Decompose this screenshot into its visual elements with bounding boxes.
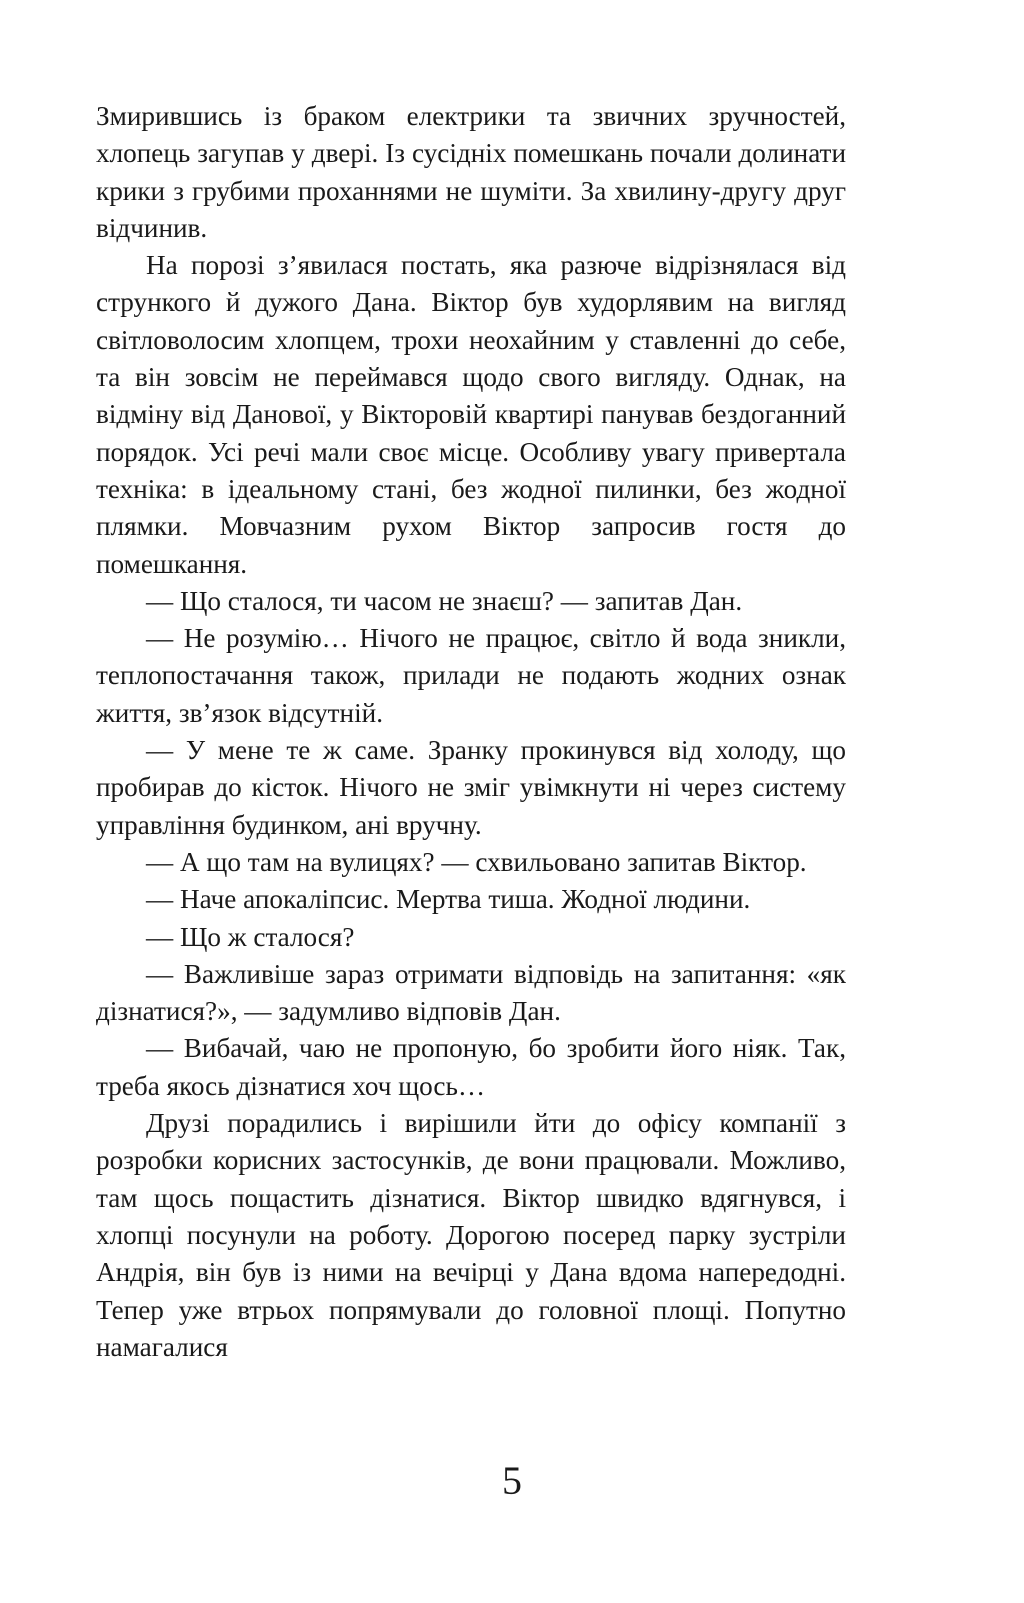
dialogue-line: — Що сталося, ти часом не знаєш? — запитав Дан.	[146, 585, 743, 616]
paragraph: Друзі порадились і вирішили йти до офісу компанії з розробки корисних застосунків, де вони працювали. Можливо, там щось пощастить дізнатися. Віктор швидко вдягнувся, і хлопці посунули на роботу. Дорогою посеред парку зустріли Андрія, він був із ними на вечірці у Дана вдома напередодні. Тепер уже втрьох попрямували до головної площі. Попутно намагалися	[96, 1108, 846, 1362]
dialogue-line: — Важливіше зараз отримати відповідь на запитання: «як дізнатися?», — задумливо відповів Дан.	[96, 958, 846, 1027]
dialogue-line: — У мене те ж саме. Зранку прокинувся від холоду, що пробирав до кісток. Нічого не зміг увімкнути ні через систему управління будинком, ані вручну.	[96, 735, 846, 840]
dialogue-line: — Вибачай, чаю не пропоную, бо зробити його ніяк. Так, треба якось дізнатися хоч щось…	[96, 1033, 846, 1101]
page-number: 5	[502, 1458, 522, 1503]
dialogue-line: — Наче апокаліпсис. Мертва тиша. Жодної людини.	[146, 884, 751, 915]
dialogue-line: — Що ж сталося?	[146, 921, 355, 952]
paragraph: Змирившись із браком електрики та звичних зручностей, хлопець загупав у двері. Із сусідніх помешкань почали долинати крики з грубими проханнями не шуміти. За хвилину-другу друг відчинив.	[96, 101, 846, 243]
body-text	[96, 98, 846, 1366]
dialogue-line: — Не розумію… Нічого не працює, світло й вода зникли, теплопостачання також, прилади не подають жодних ознак життя, зв’язок відсутній.	[96, 623, 846, 728]
dialogue-line: — А що там на вулицях? — схвильовано запитав Віктор.	[146, 846, 807, 877]
paragraph: На порозі з’явилася постать, яка разюче відрізнялася від стрункого й дужого Дана. Віктор був худорлявим на вигляд світловолосим хлопцем, трохи неохайним у ставленні до себе, та він зовсім не переймався щодо свого вигляду. Однак, на відміну від Данової, у Вікторовій квартирі панував бездоганний порядок. Усі речі мали своє місце. Особливу увагу привертала техніка: в ідеальному стані, без жодної пилинки, без жодної плямки. Мовчазним рухом Віктор запросив гостя до помешкання.	[96, 250, 846, 579]
